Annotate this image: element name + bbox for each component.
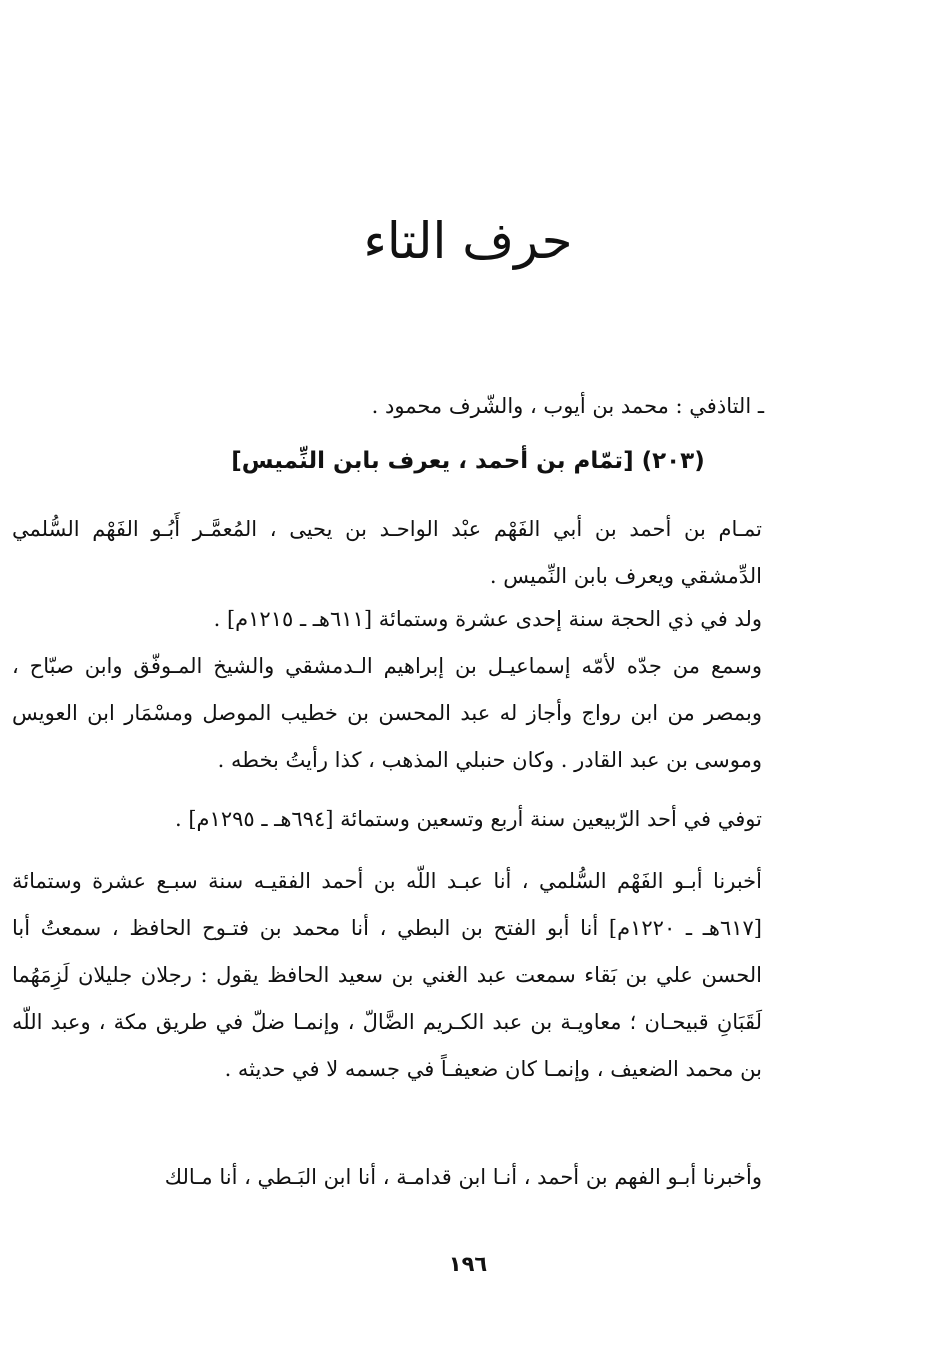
paragraph-narration-continued: وأخبرنا أبـو الفهم بن أحمد ، أنـا ابن قدامـة ، أنا ابن البَـطي ، أنا مـالك	[164, 1165, 762, 1189]
paragraph-birth: ولد في ذي الحجة سنة إحدى عشرة وستمائة [٦١١هـ ـ ١٢١٥م] .	[213, 607, 762, 631]
lead-line: ـ التاذفي : محمد بن أيوب ، والشّرف محمود .	[371, 394, 764, 418]
chapter-title: حرف التاء	[363, 212, 573, 270]
paragraph-intro: تمـام بن أحمد بن أبي الفَهْم عبْد الواحـد بن يحيى ، المُعمَّـر أَبُـو الفَهْم السُّلمي الدِّمشقي ويعرف بابن النِّميس .	[12, 517, 762, 588]
entry-heading: (٢٠٣) [تمّام بن أحمد ، يعرف بابن النِّميس]	[231, 448, 705, 474]
paragraph-death: توفي في أحد الرّبيعين سنة أربع وتسعين وستمائة [٦٩٤هـ ـ ١٢٩٥م] .	[175, 807, 762, 831]
paragraph-teachers: وسمع من جدّه لأمّه إسماعيـل بن إبراهيم الـدمشقي والشيخ المـوفّق وابن صبّاح ، وبمصر من ابن رواج وأجاز له عبد المحسن بن خطيب الموصل ومسْمَار ابن العويس وموسى بن عبد القادر . وكان حنبلي المذهب ، كذا رأيتُ بخطه .	[12, 654, 762, 772]
page-number: ١٩٦	[448, 1252, 488, 1276]
paragraph-narration: أخبرنا أبـو الفَهْم السُّلمي ، أنا عبـد اللّه بن أحمد الفقيـه سنة سبـع عشرة وستمائة [٦١٧هـ ـ ١٢٢٠م] أنا أبو الفتح بن البطي ، أنا محمد بن فتـوح الحافظ ، سمعتُ أبا الحسن علي بن بَقاء سمعت عبد الغني بن سعيد الحافظ يقول : رجلان جليلان لَزِمَهُما لَقَبَانِ قبيحـان ؛ معاويـة بن عبد الكـريم الضَّالّ ، وإنمـا ضلّ في طريق مكة ، وعبد اللّه بن محمد الضعيف ، وإنمـا كان ضعيفـاً في جسمه لا في حديثه .	[12, 869, 762, 1081]
